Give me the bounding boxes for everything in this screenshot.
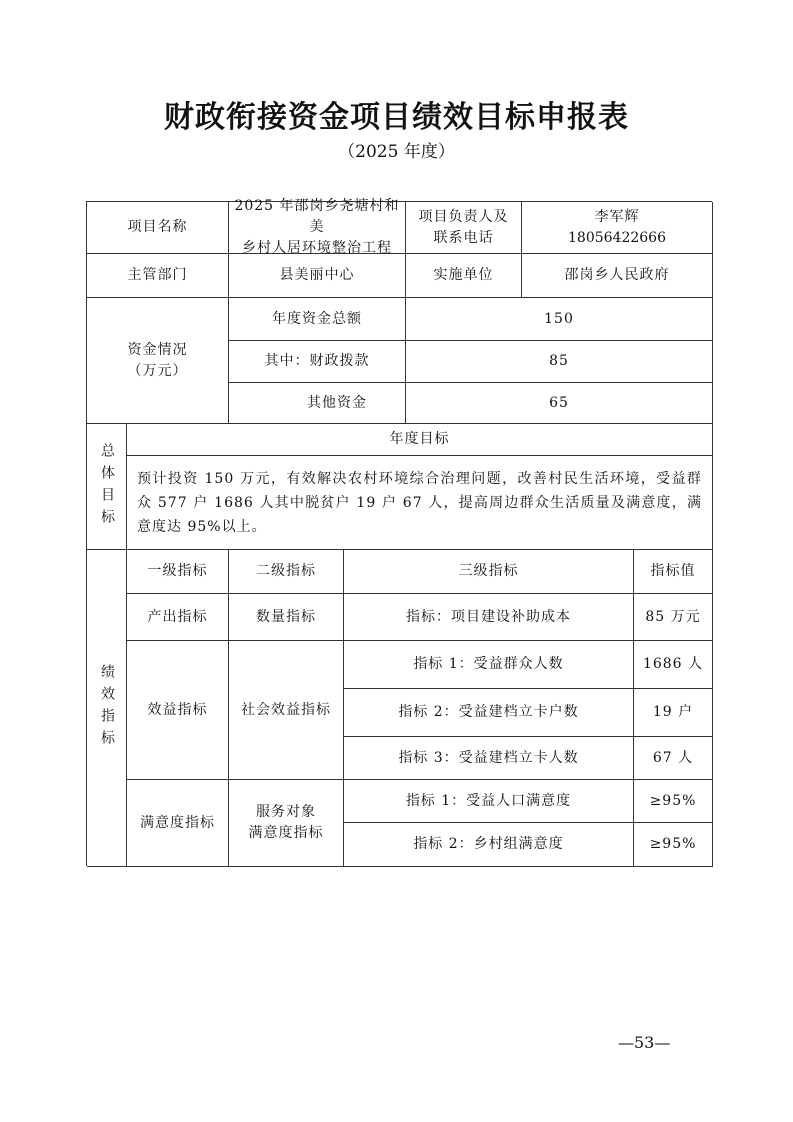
goal-label-text: 总体目标 [99, 442, 115, 531]
funding-label-line1: 资金情况 [127, 341, 188, 358]
output-item-value: 85 万元 [634, 594, 713, 641]
header-level1: 一级指标 [127, 550, 229, 594]
funding-other-value: 65 [406, 383, 713, 424]
satisfaction-item-name: 指标 2：乡村组满意度 [344, 823, 634, 867]
indicators-label-text: 绩效指标 [99, 664, 115, 752]
leader-label-line2: 联系电话 [433, 229, 494, 246]
dept-label: 主管部门 [87, 254, 229, 298]
benefit-item-name: 指标 2：受益建档立卡户数 [344, 689, 634, 737]
header-value: 指标值 [634, 550, 713, 594]
satisfaction-item-value: ≥95% [634, 780, 713, 823]
performance-table [86, 198, 712, 866]
satisfaction-level1: 满意度指标 [127, 780, 229, 867]
funding-total-value: 150 [406, 298, 713, 341]
header-level3: 三级指标 [344, 550, 634, 594]
output-item-name: 指标：项目建设补助成本 [344, 594, 634, 641]
output-level1: 产出指标 [127, 594, 229, 641]
document-subtitle: （2025 年度） [338, 142, 455, 162]
page-number: —53— [618, 1033, 671, 1052]
benefit-level1: 效益指标 [127, 641, 229, 780]
satisfaction-level2-line1: 服务对象 [256, 804, 316, 820]
satisfaction-level2 [229, 780, 344, 867]
leader-phone: 18056422666 [568, 229, 666, 246]
funding-fiscal-label: 其中：财政拨款 [229, 341, 406, 383]
impl-label: 实施单位 [406, 254, 522, 298]
funding-label [87, 298, 229, 424]
leader-label [406, 202, 522, 254]
satisfaction-item-name: 指标 1：受益人口满意度 [344, 780, 634, 823]
funding-label-line2: （万元） [127, 362, 188, 379]
benefit-item-value: 1686 人 [634, 641, 713, 689]
benefit-item-value: 67 人 [634, 737, 713, 780]
benefit-item-name: 指标 3：受益建档立卡人数 [344, 737, 634, 780]
funding-total-label: 年度资金总额 [229, 298, 406, 341]
dept-value: 县美丽中心 [229, 254, 406, 298]
leader-value [522, 202, 713, 254]
indicators-label [87, 550, 127, 867]
goal-header: 年度目标 [127, 424, 713, 456]
output-level2: 数量指标 [229, 594, 344, 641]
leader-name: 李军辉 [594, 208, 640, 225]
goal-text: 预计投资 150 万元，有效解决农村环境综合治理问题，改善村民生活环境，受益群众 577 户 1686 人其中脱贫户 19 户 67 人，提高周边群众生活质量及满意度，满意度达 95%以上。 [127, 456, 713, 550]
project-name-line2: 乡村人居环境整治工程 [242, 240, 392, 256]
benefit-level2: 社会效益指标 [229, 641, 344, 780]
header-level2: 二级指标 [229, 550, 344, 594]
funding-other-label: 其他资金 [229, 383, 406, 424]
impl-value: 邵岗乡人民政府 [522, 254, 713, 298]
leader-label-line1: 项目负责人及 [418, 208, 509, 225]
benefit-item-name: 指标 1：受益群众人数 [344, 641, 634, 689]
satisfaction-level2-line2: 满意度指标 [248, 825, 324, 841]
satisfaction-item-value: ≥95% [634, 823, 713, 867]
project-name-value [229, 198, 406, 256]
project-name-label: 项目名称 [87, 202, 229, 254]
document-title: 财政衔接资金项目绩效目标申报表 [164, 100, 629, 135]
funding-fiscal-value: 85 [406, 341, 713, 383]
project-name-line1: 2025 年邵岗乡尧塘村和美 [234, 198, 400, 235]
benefit-item-value: 19 户 [634, 689, 713, 737]
goal-label [87, 424, 127, 550]
